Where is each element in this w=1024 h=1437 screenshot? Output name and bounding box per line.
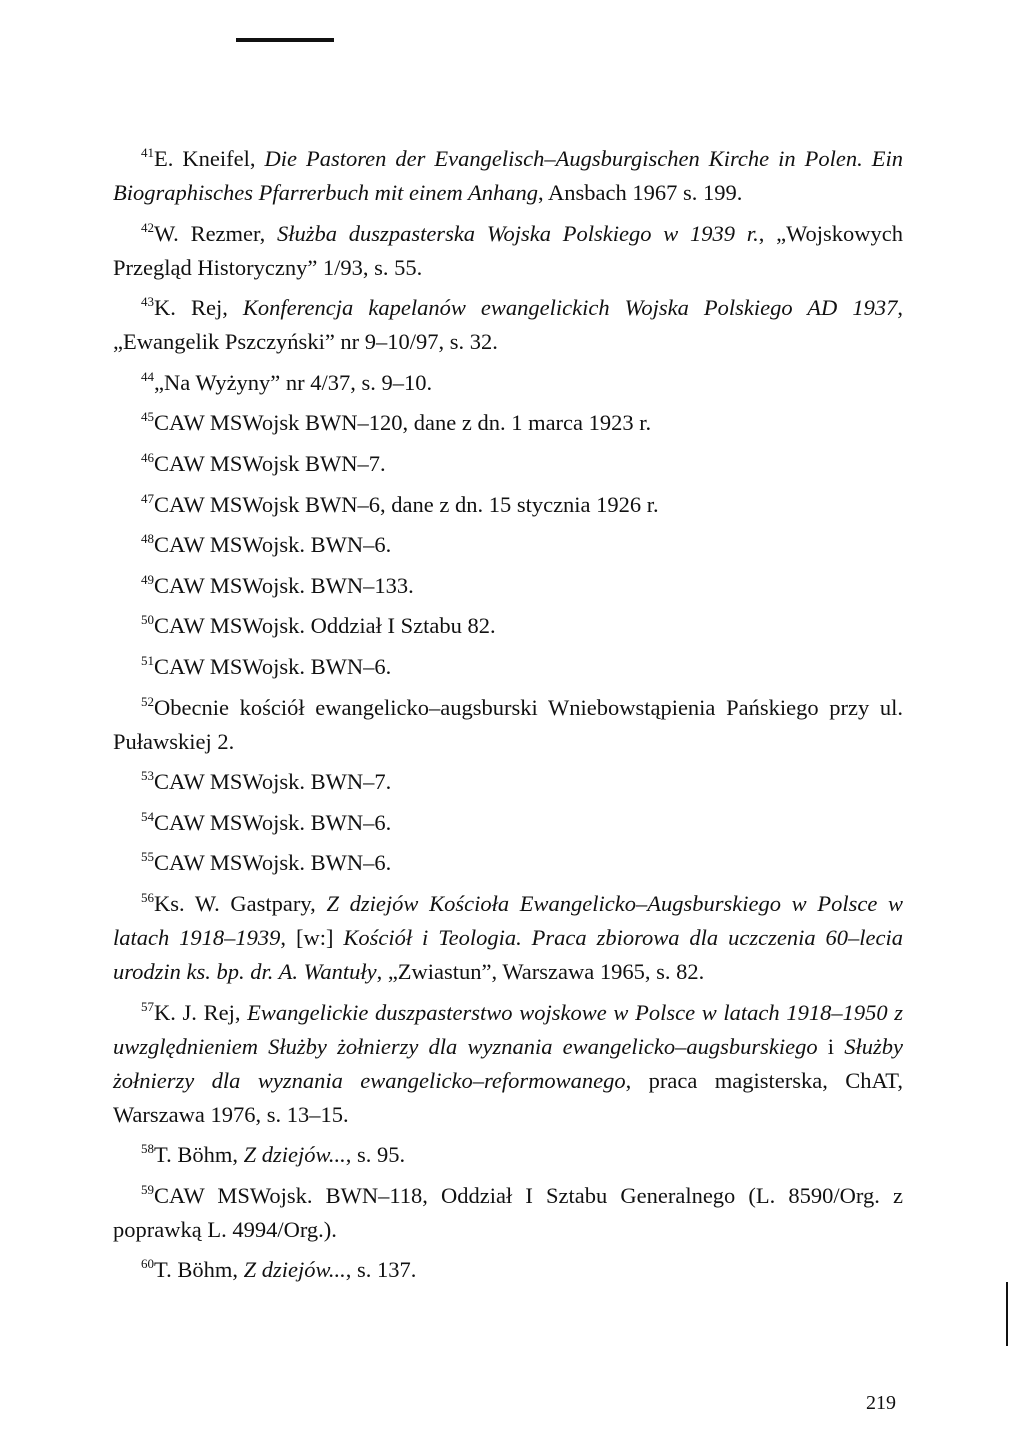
footnote-title: Konferencja kapelanów ewangelickich Wojska Polskiego AD 1937 xyxy=(242,295,898,321)
footnote-number: 44 xyxy=(141,368,154,384)
footnote xyxy=(113,488,903,522)
footnote-number: 50 xyxy=(141,612,154,628)
footnote xyxy=(113,1138,903,1172)
footnote-title: Z dziejów... xyxy=(243,1257,346,1283)
footnote-number: 51 xyxy=(141,652,154,668)
top-rule xyxy=(236,38,334,42)
footnote-number: 53 xyxy=(141,768,154,784)
footnote-text: Ks. W. Gastpary, xyxy=(154,890,327,916)
footnote-text: T. Böhm, xyxy=(154,1142,244,1168)
footnote-number: 42 xyxy=(141,219,154,235)
footnote xyxy=(113,291,903,359)
footnote-text: , „Zwiastun”, Warszawa 1965, s. 82. xyxy=(376,958,705,984)
footnotes-list xyxy=(113,142,903,1294)
footnote-number: 54 xyxy=(141,808,154,824)
footnote-number: 56 xyxy=(141,889,154,905)
footnote xyxy=(113,528,903,562)
footnote xyxy=(113,650,903,684)
footnote-text: CAW MSWojsk. BWN–6. xyxy=(154,532,392,558)
footnote-text: T. Böhm, xyxy=(154,1257,244,1283)
footnote-number: 55 xyxy=(141,849,154,865)
footnote-number: 41 xyxy=(141,145,154,160)
footnote-text: K. Rej, xyxy=(154,295,243,321)
footnote-text: i xyxy=(817,1033,845,1059)
footnote-text: Obecnie kościół ewangelicko–augsburski Wniebowstąpienia Pańskiego przy ul. Puławskiej 2. xyxy=(113,694,903,754)
footnote xyxy=(113,887,903,989)
footnote-title: Z dziejów... xyxy=(243,1142,346,1168)
footnote-number: 57 xyxy=(141,998,154,1014)
footnote-text: CAW MSWojsk BWN–6, dane z dn. 15 stycznia 1926 r. xyxy=(154,491,659,517)
footnote xyxy=(113,806,903,840)
footnote-number: 46 xyxy=(141,449,154,465)
footnote-text: CAW MSWojsk BWN–120, dane z dn. 1 marca 1923 r. xyxy=(154,410,652,436)
footnote xyxy=(113,447,903,481)
footnote xyxy=(113,406,903,440)
footnote-text: CAW MSWojsk. BWN–118, Oddział I Sztabu Generalnego (L. 8590/Org. z poprawką L. 4994/Org.). xyxy=(113,1182,903,1242)
footnote xyxy=(113,996,903,1132)
footnote-number: 58 xyxy=(141,1141,154,1157)
margin-mark xyxy=(1006,1282,1008,1346)
footnote-title: Ewangelickie duszpasterstwo wojskowe w Polsce w latach 1918–1950 z uwzględnieniem Służby żołnierzy dla wyznania ewangelicko–augsburskiego xyxy=(113,999,903,1059)
footnote-number: 47 xyxy=(141,490,154,506)
footnote-number: 43 xyxy=(141,294,154,310)
footnote-text: CAW MSWojsk. BWN–133. xyxy=(154,572,414,598)
footnote xyxy=(113,1253,903,1287)
footnote-text: CAW MSWojsk. BWN–6. xyxy=(154,653,392,679)
footnote xyxy=(113,217,903,285)
footnote-text: , Ansbach 1967 s. 199. xyxy=(537,180,743,205)
footnote-text: CAW MSWojsk. Oddział I Sztabu 82. xyxy=(154,613,496,639)
footnote-text: CAW MSWojsk. BWN–7. xyxy=(154,769,392,795)
footnote-text: K. J. Rej, xyxy=(154,999,248,1025)
footnote-text: „Na Wyżyny” nr 4/37, s. 9–10. xyxy=(154,369,433,395)
footnote-text: , „Wojskowych Przegląd Historyczny” 1/93, s. 55. xyxy=(113,220,904,280)
footnote-text: , s. 95. xyxy=(345,1142,406,1168)
footnote-text: , „Ewangelik Pszczyński” nr 9–10/97, s. 32. xyxy=(113,295,903,355)
footnote xyxy=(113,1179,903,1247)
footnote xyxy=(113,765,903,799)
footnote xyxy=(113,142,903,210)
footnote-number: 48 xyxy=(141,531,154,547)
footnote-title: Służba duszpasterska Wojska Polskiego w 1939 r. xyxy=(277,220,759,246)
footnote-title: Kościół i Teologia. Praca zbiorowa dla uczczenia 60–lecia urodzin ks. bp. dr. A. Wantuły xyxy=(113,924,903,984)
footnote-number: 45 xyxy=(141,409,154,425)
footnote-number: 49 xyxy=(141,571,154,587)
footnote xyxy=(113,569,903,603)
footnote xyxy=(113,691,903,759)
footnote-text: E. Kneifel, xyxy=(154,146,265,171)
footnote-text: , [w:] xyxy=(280,924,344,950)
footnote xyxy=(113,366,903,400)
footnote-number: 52 xyxy=(141,693,154,709)
footnote xyxy=(113,609,903,643)
footnote-text: W. Rezmer, xyxy=(154,220,278,246)
footnote-title: Die Pastoren der Evangelisch–Augsburgischen Kirche in Polen. Ein Biographisches Pfarrerbuch mit einem Anhang xyxy=(113,146,903,205)
footnote-title: Z dziejów Kościoła Ewangelicko–Augsburskiego w Polsce w latach 1918–1939 xyxy=(113,890,903,950)
footnote-text: CAW MSWojsk. BWN–6. xyxy=(154,850,392,876)
footnote-text: CAW MSWojsk. BWN–6. xyxy=(154,809,392,835)
footnote-title: Służby żołnierzy dla wyznania ewangelicko–reformowanego xyxy=(113,1033,903,1093)
footnote-text: , s. 137. xyxy=(345,1257,417,1283)
footnote-number: 60 xyxy=(141,1256,154,1272)
footnote xyxy=(113,846,903,880)
page-number: 219 xyxy=(866,1392,896,1414)
footnote-text: CAW MSWojsk BWN–7. xyxy=(154,450,386,476)
footnote-text: , praca magisterska, ChAT, Warszawa 1976, s. 13–15. xyxy=(113,1067,903,1127)
footnote-number: 59 xyxy=(141,1181,154,1197)
